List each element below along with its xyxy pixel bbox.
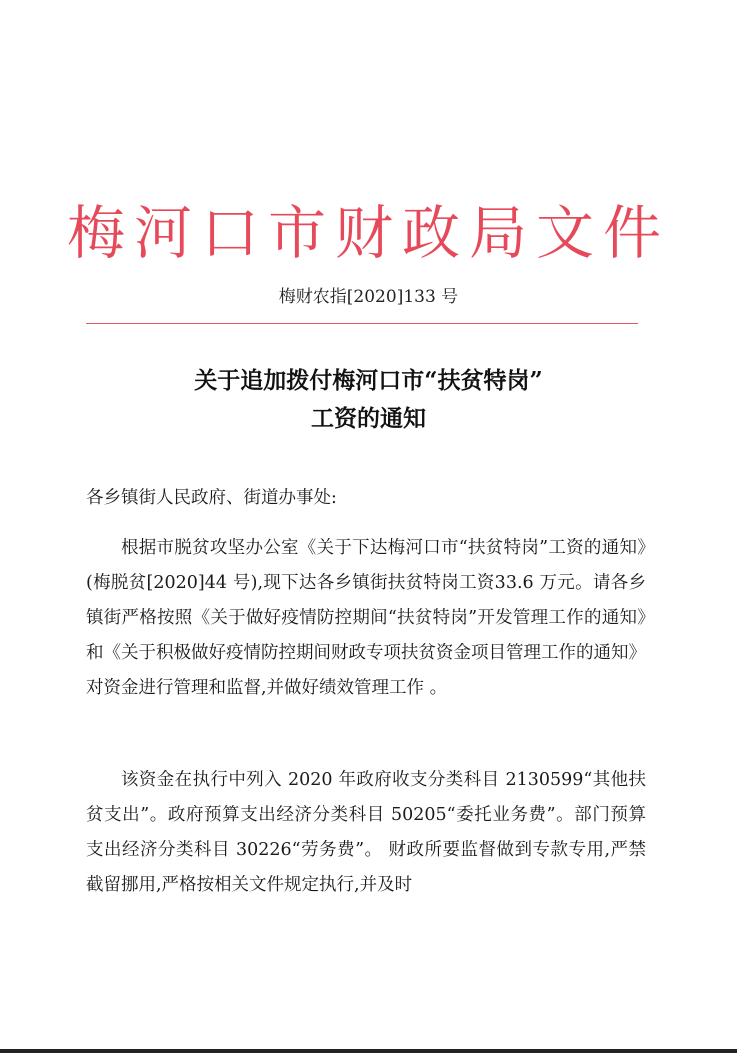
scan-bottom-edge	[0, 1049, 737, 1053]
notice-title-line-1: 关于追加拨付梅河口市“扶贫特岗”	[194, 367, 543, 394]
document-number: 梅财农指[2020]133 号	[278, 287, 459, 307]
masthead-title: 梅河口市财政局文件	[66, 199, 670, 267]
notice-title-line-2: 工资的通知	[311, 405, 426, 432]
body-paragraph-1: 根据市脱贫攻坚办公室《关于下达梅河口市“扶贫特岗”工资的通知》(梅脱贫[2020]44 号),现下达各乡镇街扶贫特岗工资33.6 万元。请各乡镇街严格按照《关于做好疫情防控期间“扶贫特岗”开发管理工作的通知》和《关于积极做好疫情防控期间财政专项扶贫资金项目管理工作的通知》对资金进行管理和监督,并做好绩效管理工作 。	[86, 538, 646, 698]
red-divider	[86, 323, 638, 324]
body-paragraph-2: 该资金在执行中列入 2020 年政府收支分类科目 2130599“其他扶贫支出”。政府预算支出经济分类科目 50205“委托业务费”。部门预算支出经济分类科目 30226“劳务费”。 财政所要监督做到专款专用,严禁截留挪用,严格按相关文件规定执行,并及时	[86, 770, 646, 895]
salutation: 各乡镇街人民政府、街道办事处:	[86, 488, 337, 508]
